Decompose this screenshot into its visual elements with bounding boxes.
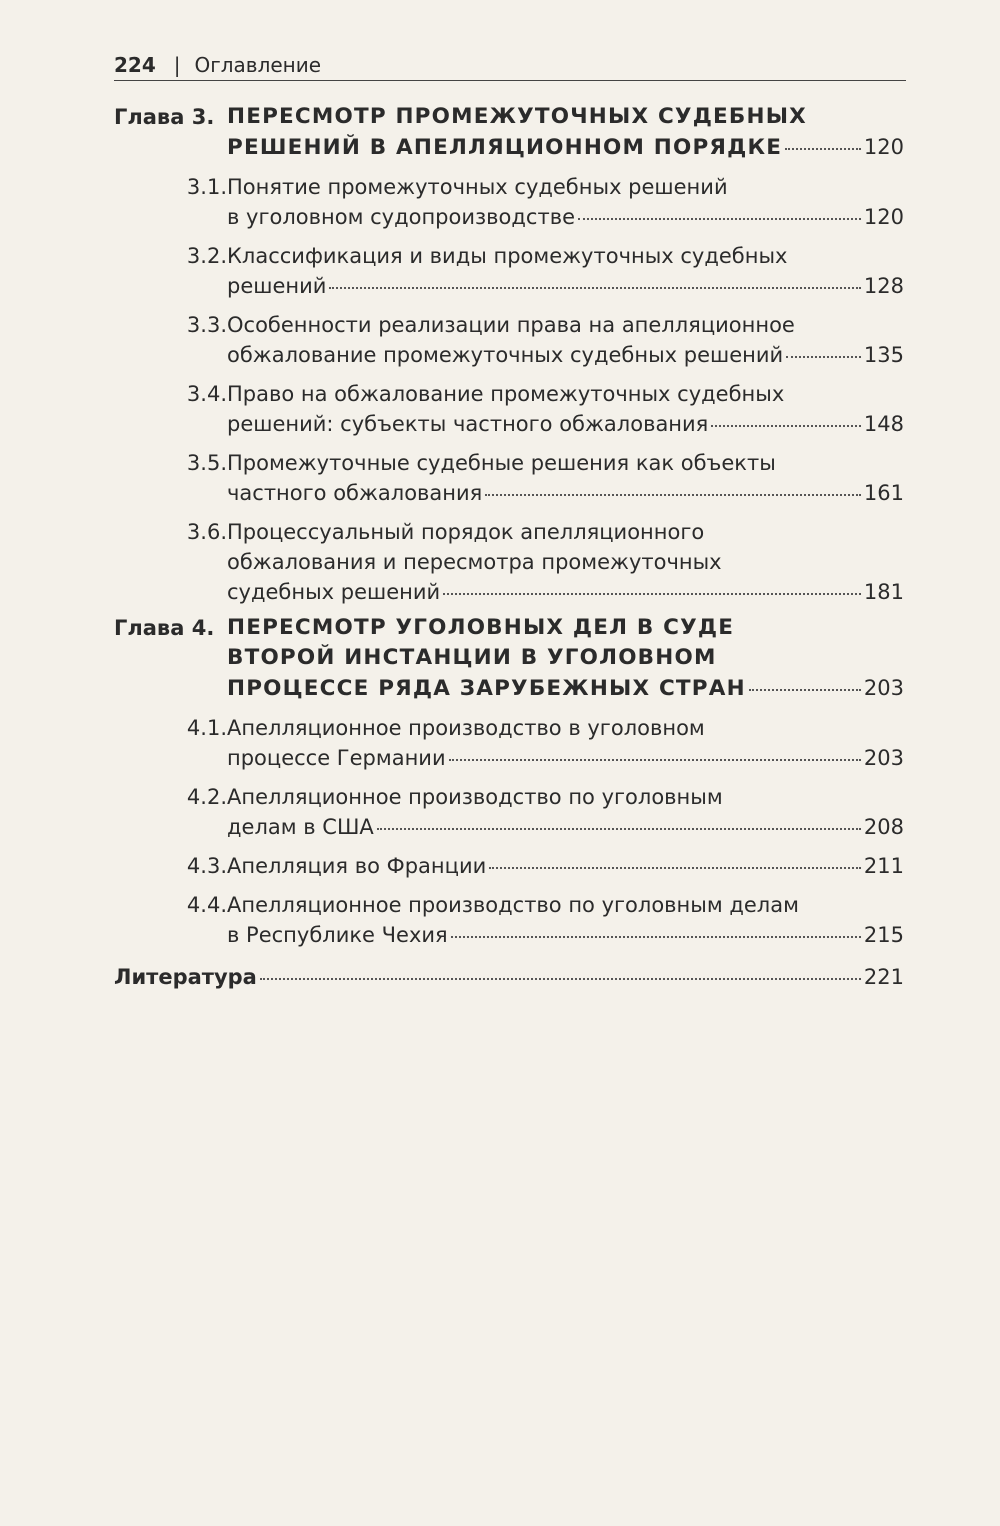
entry-title	[227, 102, 904, 163]
page-ref: 148	[863, 412, 904, 436]
entry-title	[227, 782, 904, 842]
header-separator: |	[173, 53, 181, 77]
entry-title	[227, 613, 904, 704]
dot-leader	[449, 758, 861, 761]
entry-label: Глава 3.	[114, 105, 215, 129]
entry-title	[227, 241, 904, 301]
title-line: частного обжалования	[227, 481, 483, 505]
title-line: в уголовном судопроизводстве	[227, 205, 575, 229]
page-ref: 181	[863, 580, 904, 604]
entry-title	[227, 890, 904, 950]
entry-title	[227, 172, 904, 232]
dot-leader	[489, 866, 861, 869]
title-line: Апелляционное производство по уголовным делам	[227, 893, 799, 917]
section-number	[114, 851, 227, 881]
section-number	[114, 379, 227, 409]
section-number	[114, 713, 227, 743]
title-line: обжалование промежуточных судебных решений	[227, 343, 784, 367]
toc-entry-literature[interactable]	[114, 962, 904, 992]
section-number	[114, 890, 227, 920]
dot-leader	[260, 977, 861, 980]
page-ref: 211	[863, 854, 904, 878]
title-line: Апелляционное производство в уголовном	[227, 716, 705, 740]
title-line: Классификация и виды промежуточных судебных	[227, 244, 788, 268]
page-ref: 128	[863, 274, 904, 298]
title-line: процессе Германии	[227, 746, 446, 770]
section-number	[114, 310, 227, 340]
section-number	[114, 517, 227, 547]
dot-leader	[451, 935, 861, 938]
running-header	[114, 50, 906, 81]
page-number: 224	[114, 53, 156, 77]
section-number	[114, 172, 227, 202]
page-ref: 203	[863, 746, 904, 770]
title-line: ПРОЦЕССЕ РЯДА ЗАРУБЕЖНЫХ СТРАН	[227, 676, 746, 701]
dot-leader	[711, 424, 861, 427]
entry-label: 3.5.	[186, 451, 227, 475]
running-title: Оглавление	[194, 53, 322, 77]
chapter-number	[114, 613, 227, 643]
page-ref: 161	[863, 481, 904, 505]
dot-leader	[749, 688, 861, 691]
title-line: Понятие промежуточных судебных решений	[227, 175, 728, 199]
entry-label: 3.6.	[186, 520, 227, 544]
entry-label: 3.1.	[186, 175, 227, 199]
toc-section-entry[interactable]	[114, 517, 904, 607]
title-line: РЕШЕНИЙ В АПЕЛЛЯЦИОННОМ ПОРЯДКЕ	[227, 135, 783, 160]
page-ref: 135	[863, 343, 904, 367]
title-line: судебных решений	[227, 580, 441, 604]
entry-label: 3.4.	[186, 382, 227, 406]
dot-leader	[485, 493, 861, 496]
title-line: Особенности реализации права на апелляционное	[227, 313, 795, 337]
toc-section-entry[interactable]	[114, 310, 904, 370]
section-number	[114, 241, 227, 271]
title-line: Апелляционное производство по уголовным	[227, 785, 723, 809]
page-ref: 203	[863, 676, 904, 700]
entry-title	[227, 517, 904, 607]
dot-leader	[578, 217, 861, 220]
title-line: Процессуальный порядок апелляционного	[227, 520, 705, 544]
page-ref: 208	[863, 815, 904, 839]
title-line: в Республике Чехия	[227, 923, 448, 947]
table-of-contents	[114, 96, 904, 992]
toc-section-entry[interactable]	[114, 379, 904, 439]
entry-title	[227, 713, 904, 773]
literature-title: Литература	[114, 965, 257, 989]
title-line: решений	[227, 274, 327, 298]
dot-leader	[786, 355, 861, 358]
entry-label: 4.1.	[186, 716, 227, 740]
toc-section-entry[interactable]	[114, 241, 904, 301]
page-ref: 120	[863, 205, 904, 229]
toc-section-entry[interactable]	[114, 851, 904, 881]
entry-label: 3.3.	[186, 313, 227, 337]
title-line: обжалования и пересмотра промежуточных	[227, 550, 722, 574]
entry-label: 3.2.	[186, 244, 227, 268]
toc-section-entry[interactable]	[114, 448, 904, 508]
title-line: Апелляция во Франции	[227, 854, 487, 878]
entry-title	[227, 851, 904, 881]
page-ref: 120	[863, 135, 904, 159]
dot-leader	[329, 286, 860, 289]
entry-label: 4.4.	[186, 893, 227, 917]
toc-section-entry[interactable]	[114, 172, 904, 232]
toc-chapter-entry[interactable]	[114, 613, 904, 704]
entry-label: 4.3.	[186, 854, 227, 878]
section-number	[114, 448, 227, 478]
section-number	[114, 782, 227, 812]
toc-section-entry[interactable]	[114, 782, 904, 842]
title-line: ВТОРОЙ ИНСТАНЦИИ В УГОЛОВНОМ	[227, 645, 717, 670]
title-line: ПЕРЕСМОТР УГОЛОВНЫХ ДЕЛ В СУДЕ	[227, 615, 735, 640]
entry-label: 4.2.	[186, 785, 227, 809]
toc-section-entry[interactable]	[114, 890, 904, 950]
page-ref: 215	[863, 923, 904, 947]
dot-leader	[443, 592, 861, 595]
entry-title	[227, 310, 904, 370]
entry-title	[227, 448, 904, 508]
dot-leader	[377, 827, 861, 830]
entry-title	[227, 379, 904, 439]
chapter-number	[114, 102, 227, 132]
page-ref: 221	[863, 965, 904, 989]
entry-label: Глава 4.	[114, 616, 215, 640]
toc-chapter-entry[interactable]	[114, 102, 904, 163]
title-line: Промежуточные судебные решения как объекты	[227, 451, 776, 475]
title-line: решений: субъекты частного обжалования	[227, 412, 709, 436]
title-line: делам в США	[227, 815, 374, 839]
dot-leader	[785, 147, 861, 150]
title-line: Право на обжалование промежуточных судебных	[227, 382, 785, 406]
toc-section-entry[interactable]	[114, 713, 904, 773]
title-line: ПЕРЕСМОТР ПРОМЕЖУТОЧНЫХ СУДЕБНЫХ	[227, 104, 807, 129]
